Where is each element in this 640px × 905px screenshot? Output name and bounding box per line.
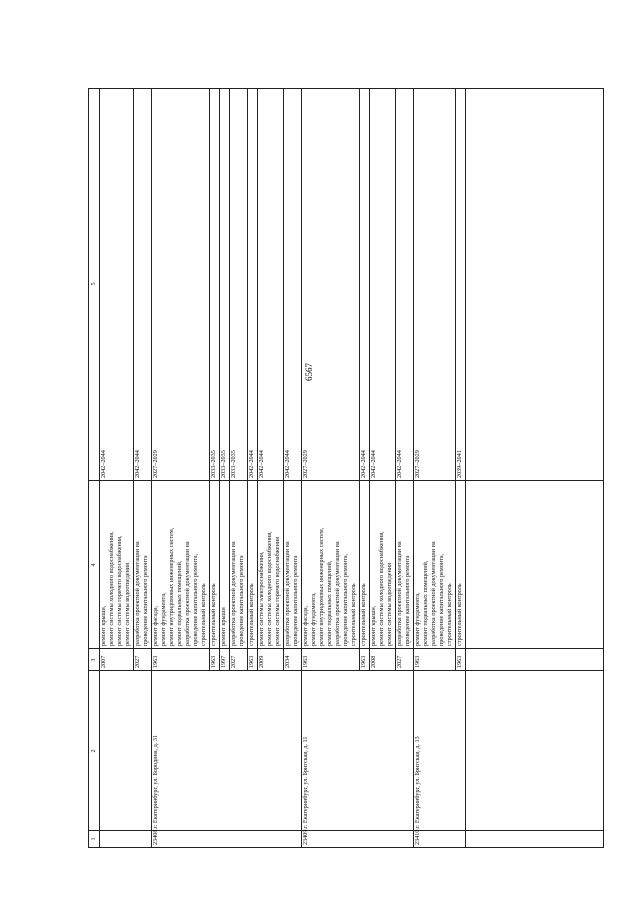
work-line: разработка проектной документации на — [430, 541, 437, 646]
work-line: разработка проектной документации на — [184, 541, 191, 646]
work-line: ремонт крыши, — [370, 605, 377, 646]
work-line: проведение капитального ремонта — [292, 555, 299, 646]
work-line: ремонт системы электроснабжения, — [258, 551, 265, 646]
period-cell: 2033–2035 — [220, 450, 227, 478]
column-divider — [89, 480, 603, 481]
work-line: ремонт крыши, — [100, 605, 107, 646]
address-cell: г. Екатеринбург, ул. Бородина, д. 31 — [152, 734, 159, 828]
period-cell: 2027–2029 — [414, 450, 421, 478]
work-line: ремонт фундамента, — [310, 592, 317, 646]
work-line: ремонт системы водоотведения — [124, 563, 131, 646]
work-line: разработка проектной документации на — [334, 541, 341, 646]
period-cell: 2042–2044 — [100, 450, 107, 478]
year-cell: 2009 — [258, 655, 265, 668]
row-number: 23408. — [152, 827, 159, 845]
work-line: ремонт системы горячего водоснабжения — [274, 537, 281, 646]
work-line: ремонт внутридомовых инженерных систем, — [318, 527, 325, 646]
year-cell: 1963 — [210, 655, 217, 668]
year-cell: 2027 — [396, 655, 403, 668]
year-cell: 2027 — [230, 655, 237, 668]
work-line: ремонт фундамента, — [160, 592, 167, 646]
column-header-4: 4 — [91, 563, 97, 567]
work-line: строительный контроль — [248, 583, 255, 646]
work-line: проведение капитального ремонта — [404, 555, 411, 646]
work-line: проведение капитального ремонта — [238, 555, 245, 646]
period-cell: 2042–2044 — [248, 450, 255, 478]
column-header-3: 3 — [91, 658, 97, 662]
column-header-5: 5 — [91, 282, 97, 286]
year-cell: 1963 — [456, 655, 463, 668]
year-cell: 2034 — [284, 655, 291, 668]
entry-divider — [219, 89, 220, 671]
period-cell: 2027–2029 — [302, 450, 309, 478]
column-divider — [89, 830, 603, 831]
work-line: проведение капитального ремонта, — [438, 553, 445, 646]
year-cell: 2008 — [370, 655, 377, 668]
work-line: ремонт крыши — [220, 607, 227, 646]
page-number: 6567 — [304, 363, 314, 381]
year-cell: 2007 — [100, 655, 107, 668]
work-line: ремонт системы холодного водоснабжения, — [266, 531, 273, 646]
period-cell: 2039–2041 — [456, 450, 463, 478]
work-line: строительный контроль — [446, 583, 453, 646]
year-cell: 1963 — [414, 655, 421, 668]
year-cell: 1997 — [220, 655, 227, 668]
row-number: 23409. — [302, 827, 309, 845]
year-cell: 1963 — [302, 655, 309, 668]
year-cell: 1963 — [248, 655, 255, 668]
work-line: разработка проектной документации на — [284, 541, 291, 646]
entry-divider — [369, 89, 370, 671]
year-cell: 1963 — [360, 655, 367, 668]
work-line: ремонт фасада, — [302, 605, 309, 646]
work-line: строительный контроль — [210, 583, 217, 646]
year-cell: 1963 — [152, 655, 159, 668]
capital-repair-table — [88, 88, 604, 848]
period-cell: 2033–2035 — [230, 450, 237, 478]
work-line: ремонт фундамента, — [414, 592, 421, 646]
column-divider — [89, 648, 603, 649]
work-line: проведение капитального ремонта, — [342, 553, 349, 646]
work-line: проведение капитального ремонта, — [192, 553, 199, 646]
work-line: ремонт подвальных помещений, — [422, 560, 429, 646]
work-line: ремонт системы водоотведения — [386, 563, 393, 646]
work-line: разработка проектной документации на — [230, 541, 237, 646]
period-cell: 2042–2044 — [360, 450, 367, 478]
work-line: ремонт системы холодного водоснабжения, — [108, 531, 115, 646]
address-cell: г. Екатеринбург, ул. Бригская, д. 13 — [414, 736, 421, 828]
address-cell: г. Екатеринбург, ул. Бригская, д. 11 — [302, 736, 309, 828]
column-header-1: 1 — [91, 837, 97, 841]
work-line: ремонт системы горячего водоснабжения, — [116, 535, 123, 646]
row-divider — [465, 89, 466, 847]
rotated-page-content — [88, 88, 604, 848]
row-number: 23410. — [414, 827, 421, 845]
work-line: ремонт подвальных помещений, — [176, 560, 183, 646]
work-line: строительный контроль — [456, 583, 463, 646]
year-cell: 2027 — [134, 655, 141, 668]
period-cell: 2042–2044 — [370, 450, 377, 478]
period-cell: 2042–2044 — [284, 450, 291, 478]
work-line: строительный контроль — [200, 583, 207, 646]
work-line: разработка проектной документации на — [396, 541, 403, 646]
work-line: ремонт подвальных помещений, — [326, 560, 333, 646]
work-line: проведение капитального ремонта — [142, 555, 149, 646]
period-cell: 2027–2029 — [152, 450, 159, 478]
period-cell: 2033–2035 — [210, 450, 217, 478]
column-header-2: 2 — [91, 749, 97, 753]
period-cell: 2042–2044 — [134, 450, 141, 478]
work-line: строительный контроль — [360, 583, 367, 646]
period-cell: 2042–2044 — [396, 450, 403, 478]
column-divider — [89, 670, 603, 671]
work-line: ремонт фасада, — [152, 605, 159, 646]
work-line: разработка проектной документации на — [134, 541, 141, 646]
period-cell: 2042–2044 — [258, 450, 265, 478]
work-line: ремонт системы холодного водоснабжения, — [378, 531, 385, 646]
work-line: ремонт внутридомовых инженерных систем, — [168, 527, 175, 646]
work-line: строительный контроль — [350, 583, 357, 646]
